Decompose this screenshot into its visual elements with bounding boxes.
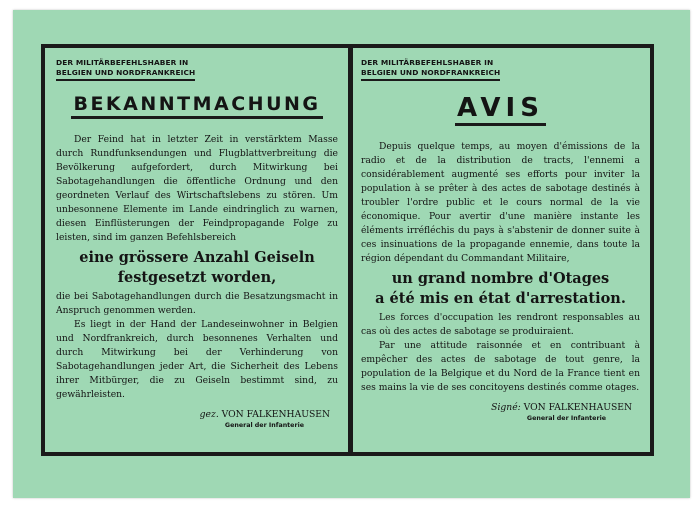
paragraph-1-de: Der Feind hat in letzter Zeit in verstärktem Masse durch Rundfunksendungen und Flugblattverbreitung die Bevölkerung aufgefordert, durch Mitwirkung bei Sabotagehandlungen die öffentliche Ordnung und den geordneten Verlauf des Wirtschaftslebens zu stören. Um unbesonnene Elemente im Lande eindringlich zu warnen, diesen Einflüsterungen der Feindpropagande Folge zu leisten, sind im ganzen Befehlsbereich: [56, 134, 338, 243]
german-column: [45, 48, 348, 452]
signature-fr: [361, 402, 640, 413]
emphasis-line-1: eine grössere Anzahl Geiseln: [79, 249, 315, 266]
authority-header-de: [56, 58, 195, 81]
signature-name: VON FALKENHAUSEN: [221, 409, 330, 420]
authority-line-1: DER MILITÄRBEFEHLSHABER IN: [361, 58, 494, 67]
emphasis-line-2: festgesetzt worden,: [117, 269, 277, 286]
rank-de: General der Infanterie: [224, 422, 304, 429]
emphasis-line-1: un grand nombre d'Otages: [391, 270, 610, 287]
authority-line-2: BELGIEN UND NORDFRANKREICH: [56, 68, 196, 77]
poster-frame: [41, 44, 654, 456]
emphasis-line-2: a été mis en état d'arrestation.: [375, 290, 626, 307]
french-column: [353, 48, 650, 452]
emphasis-fr: [361, 269, 640, 309]
paragraph-2-fr: Les forces d'occupation les rendront responsables au cas où des actes de sabotage se produiraient.: [361, 312, 640, 337]
signature-name: VON FALKENHAUSEN: [523, 402, 632, 413]
authority-header-fr: [361, 58, 500, 81]
paragraph-2-de: die bei Sabotagehandlungen durch die Besatzungsmacht in Anspruch genommen werden.: [56, 291, 338, 316]
paragraph-3-de: Es liegt in der Hand der Landeseinwohner in Belgien und Nordfrankreich, durch besonnenes Verhalten und durch Mitwirkung bei der Verhinderung von Sabotagehandlungen jeder Art, die Sicherheit des Lebens ihrer Mitbürger, die zu Geiseln bestimmt sind, zu gewährleisten.: [56, 319, 338, 400]
signature-prefix: gez.: [199, 409, 219, 420]
rank-fr: General der Infanterie: [526, 415, 606, 422]
paragraph-3-fr: Par une attitude raisonnée et en contribuant à empêcher des actes de sabotage de tout genre, la population de la Belgique et du Nord de la France tient en ses mains la vie de ses concitoyens destinés comme otages.: [361, 340, 640, 393]
heading-avis: AVIS: [455, 95, 546, 126]
authority-line-1: DER MILITÄRBEFEHLSHABER IN: [56, 58, 189, 67]
emphasis-de: [56, 248, 338, 288]
signature-de: [56, 409, 338, 420]
poster-sheet: [13, 10, 690, 498]
signature-prefix: Signé:: [491, 402, 521, 413]
paragraph-1-fr: Depuis quelque temps, au moyen d'émissions de la radio et de la distribution de tracts, l'ennemi a considérablement augmenté ses efforts pour inviter la population à se prêter à des actes de sabotage destinés à troubler l'ordre public et le cours normal de la vie économique. Pour avertir d'une manière instante les éléments irréfléchis du pays à s'abstenir de donner suite à ces insinuations de la propagande ennemie, dans toute la région dépendant du Commandant Militaire,: [361, 141, 640, 264]
heading-bekanntmachung: BEKANNTMACHUNG: [71, 95, 322, 119]
authority-line-2: BELGIEN UND NORDFRANKREICH: [361, 68, 501, 77]
